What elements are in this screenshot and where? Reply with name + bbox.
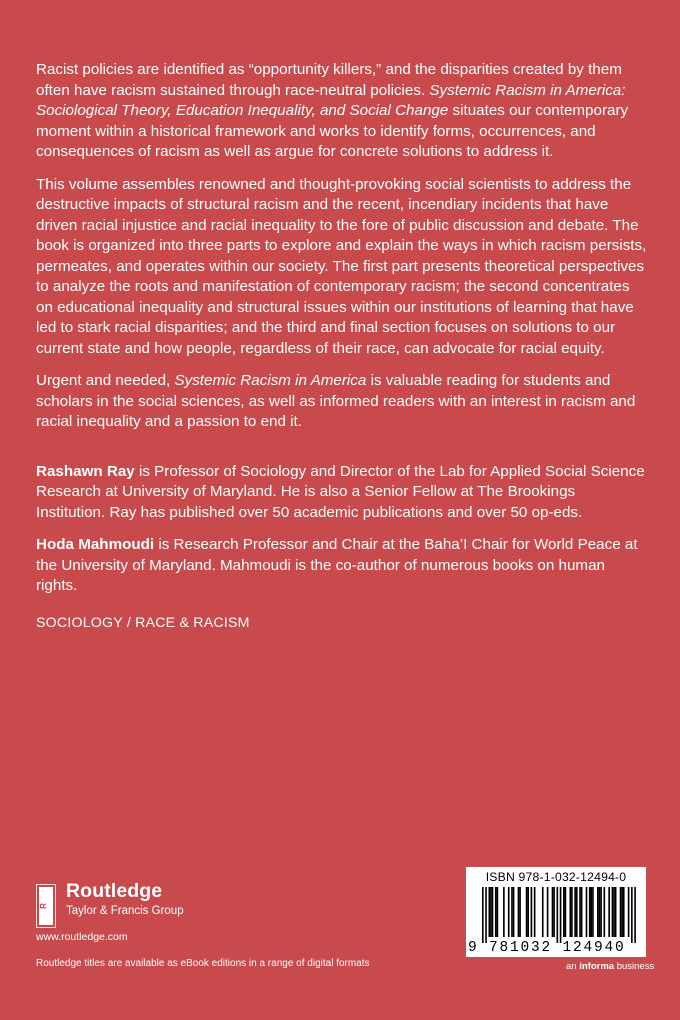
barcode-bar	[552, 887, 554, 937]
description-paragraph	[36, 60, 648, 163]
subject-category: SOCIOLOGY / RACE & RACISM	[36, 614, 250, 631]
barcode-bar	[631, 887, 633, 943]
paragraph-text: Urgent and needed,	[36, 372, 175, 389]
paragraph-text: is valuable reading for students and scholars in the social sciences, as well as informed readers with an interest in racism and racial inequality and a passion to end it.	[36, 372, 636, 430]
barcode-bar	[495, 887, 497, 937]
barcode-bar	[576, 887, 578, 937]
barcode-bar	[492, 887, 494, 937]
barcode-bar	[604, 887, 606, 937]
ebook-note: Routledge titles are available as eBook editions in a range of digital formats	[36, 958, 370, 969]
barcode-bar	[547, 887, 549, 937]
barcode-bar	[608, 887, 610, 937]
barcode-bar	[600, 887, 602, 937]
back-cover-copy	[36, 60, 648, 631]
barcode-bar	[621, 887, 623, 937]
barcode-bar	[634, 887, 636, 943]
author-bio-text: is Research Professor and Chair at the Baha’I Chair for World Peace at the University of Maryland. Mahmoudi is the co-author of numerous books on human rights.	[36, 536, 638, 594]
author-bios	[36, 462, 648, 597]
barcode-bar	[571, 887, 573, 937]
barcode-bar	[518, 887, 520, 937]
author-name: Rashawn Ray	[36, 462, 135, 480]
barcode-bar	[620, 887, 622, 937]
book-title-italic: Systemic Racism in America	[174, 372, 367, 389]
paragraph-text: Racist policies are identified as “opportunity killers,” and the disparities created by them often have racism sustained through race-neutral policies.	[36, 61, 622, 99]
barcode-bar	[490, 887, 492, 937]
barcode-bar	[560, 887, 562, 943]
barcode-bar	[534, 887, 536, 937]
author-bio	[36, 535, 648, 597]
publisher-url: www.routledge.com	[36, 931, 128, 943]
barcode-bar	[482, 887, 484, 943]
barcode-bar	[586, 887, 588, 937]
barcode-bar	[612, 887, 614, 937]
barcode-bar	[511, 887, 513, 937]
barcode-bar	[563, 887, 565, 937]
barcode-bar	[542, 887, 544, 937]
barcode-bar	[613, 887, 615, 937]
barcode-bar	[485, 887, 487, 943]
barcode-bar	[579, 887, 581, 937]
author-bio-text: is Professor of Sociology and Director of the Lab for Applied Social Science Research at University of Maryland. He is also a Senior Fellow at The Brookings Institution. Ray has published over 50 academic publications and over 50 op-eds.	[36, 462, 645, 521]
barcode-bar	[526, 887, 528, 937]
paragraph-text: situates our contemporary moment within a historical framework and works to identify forms, occurrences, and consequences of racism as well as argue for concrete solutions to address it.	[36, 102, 629, 160]
svg-text:R: R	[39, 903, 48, 909]
description-paragraph	[36, 371, 648, 433]
barcode-bar	[592, 887, 594, 937]
routledge-logo-icon	[36, 884, 56, 928]
barcode-bar	[557, 887, 559, 943]
barcode-bar	[628, 887, 630, 937]
barcode-bar	[553, 887, 555, 937]
barcode-bar	[527, 887, 529, 937]
description	[36, 60, 648, 433]
barcode-bar	[569, 887, 571, 937]
barcode-bar	[503, 887, 505, 937]
barcode-bar	[589, 887, 591, 937]
barcode-bar	[519, 887, 521, 937]
barcode-bar	[574, 887, 576, 937]
barcode-bars	[478, 887, 638, 943]
barcode-bar	[508, 887, 510, 937]
publisher-name: Routledge	[66, 880, 163, 902]
barcode-bar	[599, 887, 601, 937]
barcode-bar	[513, 887, 515, 937]
barcode-bar	[591, 887, 593, 937]
author-name: Hoda Mahmoudi	[36, 536, 155, 553]
book-title-italic: Systemic Racism in America: Sociological Theory, Education Inequality, and Social Change	[36, 81, 626, 119]
barcode-bar	[531, 887, 533, 937]
description-paragraph	[36, 175, 648, 360]
isbn-label: ISBN 978-1-032-12494-0	[485, 870, 627, 884]
barcode-digits: 9 781032 124940	[468, 940, 626, 956]
barcode-bar	[565, 887, 567, 937]
isbn-barcode	[466, 867, 646, 957]
barcode-bar	[623, 887, 625, 937]
informa-note: an informa business	[566, 961, 655, 972]
publisher-group: Taylor & Francis Group	[66, 905, 184, 917]
barcode-bar	[615, 887, 617, 937]
barcode-bar	[488, 887, 490, 937]
barcode-bar	[597, 887, 599, 937]
barcode-bar	[581, 887, 583, 937]
barcode-bar	[497, 887, 499, 937]
author-bio	[36, 462, 648, 524]
paragraph-text: This volume assembles renowned and thought-provoking social scientists to address the destructive impacts of structural racism and the recent, incendiary incidents that have driven racial injustice and racial inequality to the fore of public discussion and debate. The book is organized into three parts to explore and explain the ways in which racism persists, permeates, and operates within our society. The first part presents theoretical perspectives to analyze the roots and manifestation of contemporary racism; the second concentrates on educational inequality and structural issues within our institutions of learning that have led to stark racial disparities; and the third and final section focuses on solutions to our current state and how people, regardless of their race, can advocate for racial equity.	[36, 175, 647, 357]
